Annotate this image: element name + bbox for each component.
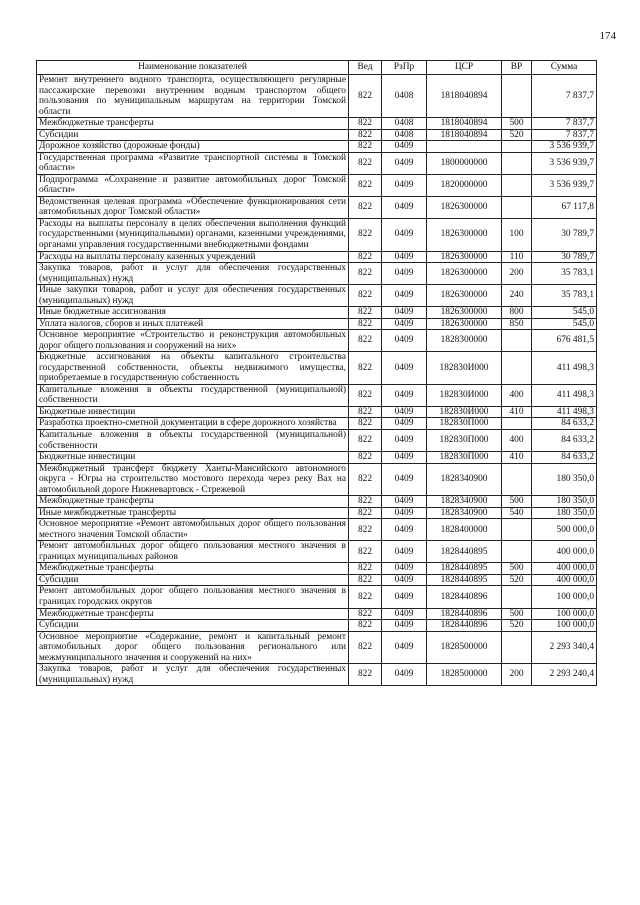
row-ved: 822	[349, 541, 382, 563]
row-csr: 1828440896	[427, 608, 502, 620]
row-csr: 1818040894	[427, 129, 502, 141]
row-name: Уплата налогов, сборов и иных платежей	[37, 318, 349, 330]
row-ved: 822	[349, 141, 382, 153]
row-ved: 822	[349, 507, 382, 519]
row-name: Межбюджетные трансферты	[37, 496, 349, 508]
row-ved: 822	[349, 152, 382, 174]
row-sum: 35 783,1	[532, 263, 597, 285]
row-ved: 822	[349, 664, 382, 686]
row-vr	[502, 141, 532, 153]
row-ved: 822	[349, 452, 382, 464]
row-name: Разработка проектно-сметной документации в сфере дорожного хозяйства	[37, 418, 349, 430]
row-sum: 400 000,0	[532, 563, 597, 575]
table-row	[37, 563, 597, 575]
row-csr: 1828440896	[427, 620, 502, 632]
table-row	[37, 463, 597, 496]
row-sum: 500 000,0	[532, 519, 597, 541]
row-vr	[502, 352, 532, 385]
row-csr: 1828440895	[427, 574, 502, 586]
header-sum: Сумма	[532, 61, 597, 75]
row-rzpr: 0409	[382, 263, 427, 285]
row-vr: 800	[502, 307, 532, 319]
row-ved: 822	[349, 75, 382, 118]
row-rzpr: 0409	[382, 631, 427, 664]
row-csr: 1826300000	[427, 307, 502, 319]
row-csr: 1828440895	[427, 563, 502, 575]
header-csr: ЦСР	[427, 61, 502, 75]
row-ved: 822	[349, 318, 382, 330]
row-sum: 411 498,3	[532, 352, 597, 385]
row-sum: 84 633,2	[532, 418, 597, 430]
header-name: Наименование показателей	[37, 61, 349, 75]
row-sum: 676 481,5	[532, 330, 597, 352]
table-row	[37, 129, 597, 141]
row-ved: 822	[349, 218, 382, 251]
row-ved: 822	[349, 263, 382, 285]
row-ved: 822	[349, 631, 382, 664]
row-name: Основное мероприятие «Строительство и реконструкция автомобильных дорог общего пользования и сооружений на них»	[37, 330, 349, 352]
table-row	[37, 152, 597, 174]
row-name: Ремонт автомобильных дорог общего пользования местного значения в границах городских округов	[37, 586, 349, 608]
row-rzpr: 0409	[382, 352, 427, 385]
row-vr	[502, 586, 532, 608]
table-row	[37, 118, 597, 130]
table-row	[37, 608, 597, 620]
row-rzpr: 0409	[382, 620, 427, 632]
table-row	[37, 507, 597, 519]
row-name: Ремонт внутреннего водного транспорта, осуществляющего регулярные пассажирские перевозки внутренним водным транспортом общего пользования по муниципальным маршрутам на территории Томской области	[37, 75, 349, 118]
row-ved: 822	[349, 574, 382, 586]
row-sum: 411 498,3	[532, 406, 597, 418]
table-row	[37, 418, 597, 430]
row-rzpr: 0409	[382, 406, 427, 418]
row-sum: 180 350,0	[532, 507, 597, 519]
row-ved: 822	[349, 352, 382, 385]
row-rzpr: 0409	[382, 519, 427, 541]
row-rzpr: 0409	[382, 430, 427, 452]
row-rzpr: 0409	[382, 307, 427, 319]
table-row	[37, 574, 597, 586]
row-vr	[502, 75, 532, 118]
table-row	[37, 406, 597, 418]
row-vr: 520	[502, 574, 532, 586]
row-rzpr: 0409	[382, 384, 427, 406]
row-name: Капитальные вложения в объекты государственной (муниципальной) собственности	[37, 384, 349, 406]
table-row	[37, 384, 597, 406]
row-sum: 545,0	[532, 318, 597, 330]
row-csr	[427, 141, 502, 153]
row-sum: 30 789,7	[532, 218, 597, 251]
row-csr: 1828340900	[427, 507, 502, 519]
row-ved: 822	[349, 430, 382, 452]
row-name: Основное мероприятие «Ремонт автомобильных дорог общего пользования местного значения Томской области»	[37, 519, 349, 541]
row-name: Межбюджетные трансферты	[37, 118, 349, 130]
table-row	[37, 664, 597, 686]
row-ved: 822	[349, 251, 382, 263]
row-ved: 822	[349, 563, 382, 575]
row-sum: 3 536 939,7	[532, 174, 597, 196]
row-ved: 822	[349, 174, 382, 196]
row-ved: 822	[349, 519, 382, 541]
row-ved: 822	[349, 463, 382, 496]
row-rzpr: 0409	[382, 664, 427, 686]
row-ved: 822	[349, 129, 382, 141]
row-csr: 182830П000	[427, 430, 502, 452]
row-rzpr: 0409	[382, 251, 427, 263]
row-ved: 822	[349, 196, 382, 218]
row-rzpr: 0409	[382, 608, 427, 620]
row-vr: 400	[502, 430, 532, 452]
row-csr: 182830И000	[427, 384, 502, 406]
row-csr: 1818040894	[427, 75, 502, 118]
row-name: Субсидии	[37, 574, 349, 586]
row-rzpr: 0409	[382, 507, 427, 519]
row-ved: 822	[349, 285, 382, 307]
table-row	[37, 318, 597, 330]
row-rzpr: 0408	[382, 118, 427, 130]
row-csr: 182830П000	[427, 452, 502, 464]
row-vr	[502, 152, 532, 174]
row-ved: 822	[349, 586, 382, 608]
row-sum: 67 117,8	[532, 196, 597, 218]
row-csr: 1826300000	[427, 318, 502, 330]
row-csr: 1828340900	[427, 463, 502, 496]
row-rzpr: 0409	[382, 586, 427, 608]
table-row	[37, 218, 597, 251]
row-vr: 400	[502, 384, 532, 406]
row-name: Ведомственная целевая программа «Обеспечение функционирования сети автомобильных дорог Томской области»	[37, 196, 349, 218]
row-csr: 182830И000	[427, 352, 502, 385]
row-sum: 100 000,0	[532, 586, 597, 608]
row-rzpr: 0409	[382, 463, 427, 496]
table-row	[37, 263, 597, 285]
row-rzpr: 0408	[382, 129, 427, 141]
row-name: Государственная программа «Развитие транспортной системы в Томской области»	[37, 152, 349, 174]
row-ved: 822	[349, 406, 382, 418]
row-vr	[502, 541, 532, 563]
table-row	[37, 307, 597, 319]
row-name: Расходы на выплаты персоналу в целях обеспечения выполнения функций государственными (муниципальными) органами, казенными учреждениями, органами управления государственными внебюджетными фондами	[37, 218, 349, 251]
row-csr: 1818040894	[427, 118, 502, 130]
row-csr: 1828500000	[427, 631, 502, 664]
row-csr: 1826300000	[427, 218, 502, 251]
budget-table	[36, 60, 597, 686]
row-sum: 2 293 340,4	[532, 631, 597, 664]
row-vr	[502, 174, 532, 196]
row-rzpr: 0409	[382, 218, 427, 251]
row-rzpr: 0409	[382, 541, 427, 563]
row-name: Бюджетные инвестиции	[37, 452, 349, 464]
row-vr: 240	[502, 285, 532, 307]
row-sum: 545,0	[532, 307, 597, 319]
row-sum: 7 837,7	[532, 118, 597, 130]
row-name: Закупка товаров, работ и услуг для обеспечения государственных (муниципальных) нужд	[37, 664, 349, 686]
row-name: Расходы на выплаты персоналу казенных учреждений	[37, 251, 349, 263]
row-ved: 822	[349, 418, 382, 430]
row-vr: 500	[502, 563, 532, 575]
row-rzpr: 0409	[382, 574, 427, 586]
row-name: Закупка товаров, работ и услуг для обеспечения государственных (муниципальных) нужд	[37, 263, 349, 285]
table-row	[37, 541, 597, 563]
row-csr: 1800000000	[427, 152, 502, 174]
row-vr: 100	[502, 218, 532, 251]
row-vr: 850	[502, 318, 532, 330]
page-number: 174	[599, 30, 616, 42]
row-sum: 100 000,0	[532, 620, 597, 632]
row-vr	[502, 519, 532, 541]
row-vr: 500	[502, 496, 532, 508]
row-name: Субсидии	[37, 129, 349, 141]
row-vr: 410	[502, 452, 532, 464]
row-csr: 1828440896	[427, 586, 502, 608]
header-rzpr: РзПр	[382, 61, 427, 75]
row-sum: 84 633,2	[532, 430, 597, 452]
row-vr: 200	[502, 664, 532, 686]
table-row	[37, 586, 597, 608]
row-rzpr: 0409	[382, 285, 427, 307]
row-rzpr: 0409	[382, 496, 427, 508]
row-rzpr: 0409	[382, 174, 427, 196]
row-vr: 520	[502, 129, 532, 141]
row-vr	[502, 463, 532, 496]
table-row	[37, 352, 597, 385]
row-name: Межбюджетный трансферт бюджету Ханты-Мансийского автономного округа - Югры на строительство мостового перехода через реку Вах на автомобильной дороге Нижневартовск - Стрежевой	[37, 463, 349, 496]
row-vr: 540	[502, 507, 532, 519]
table-row	[37, 452, 597, 464]
row-vr: 500	[502, 118, 532, 130]
header-ved: Вед	[349, 61, 382, 75]
row-ved: 822	[349, 496, 382, 508]
table-row	[37, 141, 597, 153]
row-name: Бюджетные инвестиции	[37, 406, 349, 418]
row-csr: 182830И000	[427, 406, 502, 418]
row-vr: 110	[502, 251, 532, 263]
row-vr: 200	[502, 263, 532, 285]
row-name: Бюджетные ассигнования на объекты капитального строительства государственной собственности, объекты недвижимого имущества, приобретаемые в государственную собственность	[37, 352, 349, 385]
row-csr: 1828300000	[427, 330, 502, 352]
row-sum: 2 293 240,4	[532, 664, 597, 686]
row-sum: 180 350,0	[532, 496, 597, 508]
row-name: Межбюджетные трансферты	[37, 608, 349, 620]
row-rzpr: 0409	[382, 563, 427, 575]
row-vr	[502, 196, 532, 218]
row-sum: 7 837,7	[532, 75, 597, 118]
row-sum: 400 000,0	[532, 541, 597, 563]
row-name: Иные межбюджетные трансферты	[37, 507, 349, 519]
row-sum: 7 837,7	[532, 129, 597, 141]
row-vr	[502, 330, 532, 352]
row-name: Субсидии	[37, 620, 349, 632]
table-row	[37, 620, 597, 632]
row-sum: 411 498,3	[532, 384, 597, 406]
row-name: Межбюджетные трансферты	[37, 563, 349, 575]
row-sum: 84 633,2	[532, 452, 597, 464]
row-ved: 822	[349, 608, 382, 620]
table-row	[37, 430, 597, 452]
row-vr: 410	[502, 406, 532, 418]
row-sum: 35 783,1	[532, 285, 597, 307]
row-rzpr: 0408	[382, 75, 427, 118]
header-vr: ВР	[502, 61, 532, 75]
row-csr: 1828500000	[427, 664, 502, 686]
table-row	[37, 196, 597, 218]
row-csr: 1826300000	[427, 251, 502, 263]
row-ved: 822	[349, 307, 382, 319]
table-row	[37, 285, 597, 307]
row-vr: 500	[502, 608, 532, 620]
row-ved: 822	[349, 384, 382, 406]
row-rzpr: 0409	[382, 318, 427, 330]
row-rzpr: 0409	[382, 330, 427, 352]
row-sum: 100 000,0	[532, 608, 597, 620]
table-row	[37, 496, 597, 508]
row-ved: 822	[349, 330, 382, 352]
row-name: Ремонт автомобильных дорог общего пользования местного значения в границах муниципальных районов	[37, 541, 349, 563]
row-name: Капитальные вложения в объекты государственной (муниципальной) собственности	[37, 430, 349, 452]
row-sum: 400 000,0	[532, 574, 597, 586]
table-row	[37, 519, 597, 541]
row-ved: 822	[349, 118, 382, 130]
row-name: Иные бюджетные ассигнования	[37, 307, 349, 319]
row-name: Дорожное хозяйство (дорожные фонды)	[37, 141, 349, 153]
row-sum: 30 789,7	[532, 251, 597, 263]
row-vr: 520	[502, 620, 532, 632]
row-csr: 1828400000	[427, 519, 502, 541]
row-rzpr: 0409	[382, 418, 427, 430]
table-row	[37, 251, 597, 263]
row-rzpr: 0409	[382, 152, 427, 174]
row-ved: 822	[349, 620, 382, 632]
table-header-row	[37, 61, 597, 75]
row-sum: 3 536 939,7	[532, 152, 597, 174]
row-csr: 1828340900	[427, 496, 502, 508]
table-row	[37, 174, 597, 196]
table-row	[37, 631, 597, 664]
row-csr: 182830П000	[427, 418, 502, 430]
row-sum: 3 536 939,7	[532, 141, 597, 153]
row-vr	[502, 631, 532, 664]
table-row	[37, 330, 597, 352]
row-csr: 1820000000	[427, 174, 502, 196]
row-csr: 1826300000	[427, 196, 502, 218]
row-name: Иные закупки товаров, работ и услуг для обеспечения государственных (муниципальных) нужд	[37, 285, 349, 307]
row-csr: 1826300000	[427, 263, 502, 285]
row-csr: 1828440895	[427, 541, 502, 563]
row-rzpr: 0409	[382, 196, 427, 218]
row-csr: 1826300000	[427, 285, 502, 307]
row-rzpr: 0409	[382, 452, 427, 464]
row-vr	[502, 418, 532, 430]
row-name: Подпрограмма «Сохранение и развитие автомобильных дорог Томской области»	[37, 174, 349, 196]
row-name: Основное мероприятие «Содержание, ремонт и капитальный ремонт автомобильных дорог общего пользования регионального или межмуниципального значения и сооружений на них»	[37, 631, 349, 664]
table-row	[37, 75, 597, 118]
row-sum: 180 350,0	[532, 463, 597, 496]
row-rzpr: 0409	[382, 141, 427, 153]
